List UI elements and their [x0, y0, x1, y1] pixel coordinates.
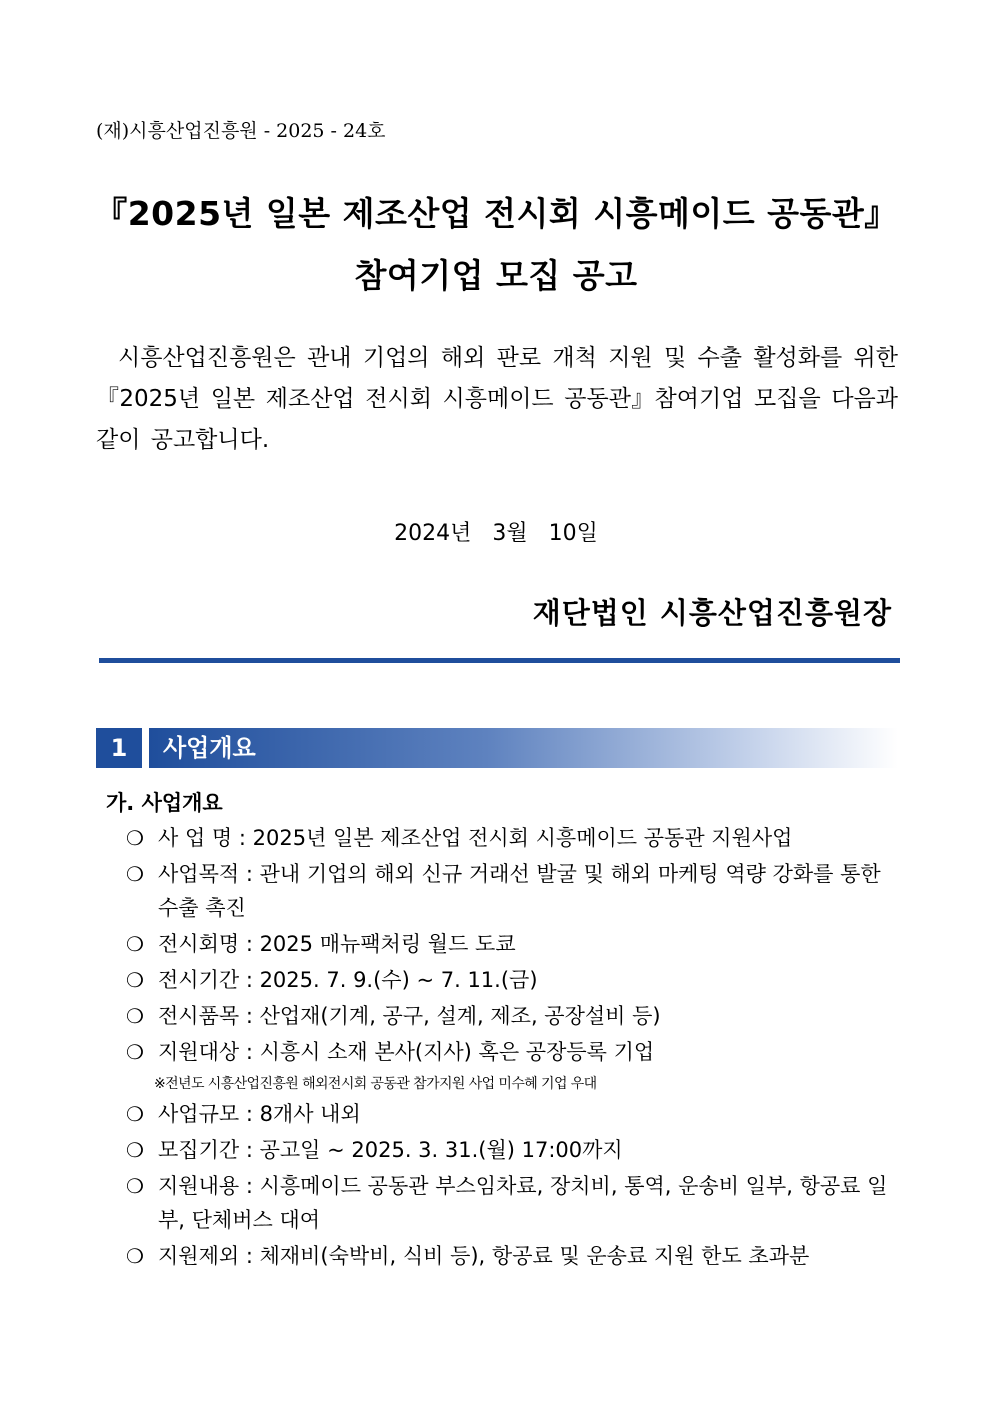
list-item — [126, 857, 898, 925]
list-item — [126, 821, 898, 855]
circle-bullet-icon: ❍ — [126, 1174, 144, 1198]
notice-date: 2024년 3월 10일 — [394, 521, 598, 546]
list-item-text: 사업규모 : 8개사 내외 — [158, 1102, 361, 1126]
list-item-text: 사 업 명 : 2025년 일본 제조산업 전시회 시흥메이드 공동관 지원사업 — [158, 826, 793, 850]
list-item — [126, 1097, 898, 1131]
list-item-text: 사업목적 : 관내 기업의 해외 신규 거래선 발굴 및 해외 마케팅 역량 강화를 통한 수출 촉진 — [158, 862, 881, 920]
section-number: 1 — [96, 728, 142, 768]
list-item-text: 전시회명 : 2025 매뉴팩처링 월드 도쿄 — [158, 932, 516, 956]
section-title-bar — [149, 728, 898, 768]
circle-bullet-icon: ❍ — [126, 968, 144, 992]
list-item — [126, 1239, 898, 1273]
list-item — [126, 1035, 898, 1069]
document-title-line2: 참여기업 모집 공고 — [354, 256, 638, 295]
section-header — [96, 728, 898, 768]
subsection-title: 가. 사업개요 — [106, 791, 223, 815]
issuer-name: 재단법인 시흥산업진흥원장 — [532, 596, 892, 630]
list-item-text: 지원내용 : 시흥메이드 공동관 부스임차료, 장치비, 통역, 운송비 일부, 항공료 일부, 단체버스 대여 — [158, 1174, 888, 1232]
list-item — [126, 1133, 898, 1167]
list-item — [126, 999, 898, 1033]
circle-bullet-icon: ❍ — [126, 826, 144, 850]
circle-bullet-icon: ❍ — [126, 862, 144, 886]
list-item-text: 지원제외 : 체재비(숙박비, 식비 등), 항공료 및 운송료 지원 한도 초과분 — [158, 1244, 810, 1268]
list-item-text: 지원대상 : 시흥시 소재 본사(지사) 혹은 공장등록 기업 — [158, 1040, 655, 1064]
list-item-text: 전시기간 : 2025. 7. 9.(수) ~ 7. 11.(금) — [158, 968, 538, 992]
circle-bullet-icon: ❍ — [126, 1244, 144, 1268]
document-title-line1: 『2025년 일본 제조산업 전시회 시흥메이드 공동관』 — [94, 194, 898, 233]
notice-number: (재)시흥산업진흥원 - 2025 - 24호 — [96, 120, 386, 142]
note-text: ※전년도 시흥산업진흥원 해외전시회 공동관 참가지원 사업 미수혜 기업 우대 — [154, 1076, 597, 1092]
circle-bullet-icon: ❍ — [126, 932, 144, 956]
list-item-text: 전시품목 : 산업재(기계, 공구, 설계, 제조, 공장설비 등) — [158, 1004, 661, 1028]
circle-bullet-icon: ❍ — [126, 1040, 144, 1064]
list-item — [126, 927, 898, 961]
intro-paragraph: 시흥산업진흥원은 관내 기업의 해외 판로 개척 지원 및 수출 활성화를 위한『2025년 일본 제조산업 전시회 시흥메이드 공동관』참여기업 모집을 다음과 같이 공고합니다. — [96, 345, 898, 453]
circle-bullet-icon: ❍ — [126, 1004, 144, 1028]
list-item — [126, 963, 898, 997]
section-title: 사업개요 — [163, 734, 256, 762]
circle-bullet-icon: ❍ — [126, 1138, 144, 1162]
divider-rule — [99, 658, 900, 663]
list-item-text: 모집기간 : 공고일 ~ 2025. 3. 31.(월) 17:00까지 — [158, 1138, 623, 1162]
list-item — [126, 1169, 898, 1237]
circle-bullet-icon: ❍ — [126, 1102, 144, 1126]
overview-list — [126, 821, 898, 1275]
